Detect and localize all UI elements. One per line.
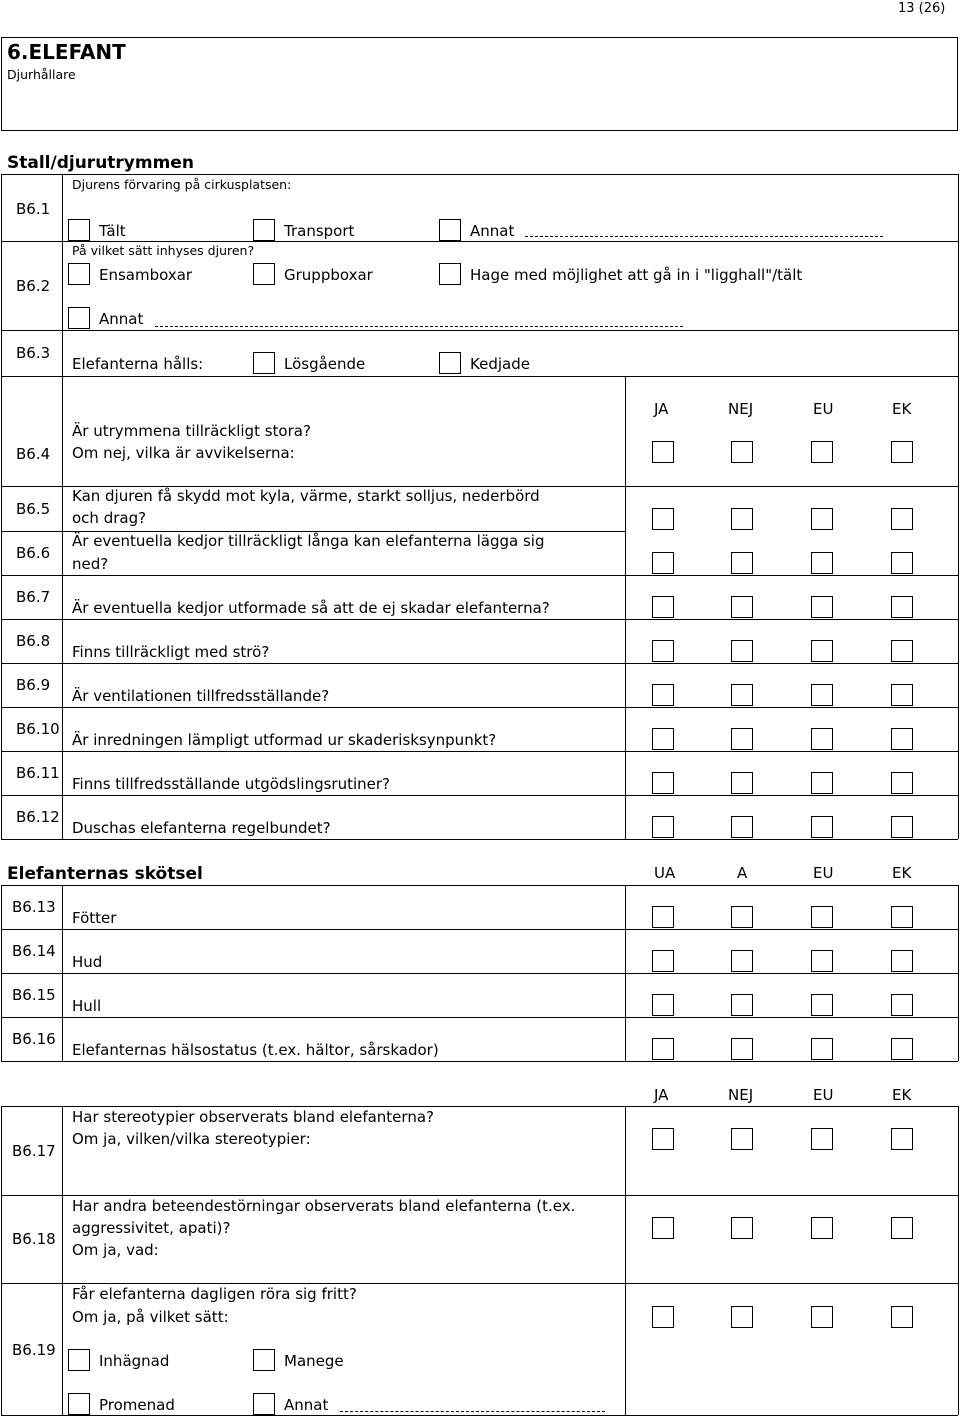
checkbox-eu[interactable]	[811, 640, 833, 662]
divider	[62, 174, 63, 839]
divider	[1, 575, 958, 576]
option-label: Annat	[284, 1396, 329, 1414]
checkbox-ek[interactable]	[891, 1306, 913, 1328]
care-heading: Elefanternas skötsel	[7, 864, 203, 884]
checkbox-nej[interactable]	[731, 596, 753, 618]
question-text: Om ja, vilken/vilka stereotypier:	[72, 1130, 311, 1148]
checkbox-nej[interactable]	[731, 552, 753, 574]
answer-header: NEJ	[728, 1086, 754, 1104]
checkbox-ja[interactable]	[652, 441, 674, 463]
divider	[1, 174, 2, 839]
checkbox-nej[interactable]	[731, 684, 753, 706]
stall-heading: Stall/djurutrymmen	[7, 153, 194, 173]
checkbox-ek[interactable]	[891, 906, 913, 928]
checkbox-ja[interactable]	[652, 816, 674, 838]
checkbox-eu[interactable]	[811, 508, 833, 530]
question-text: aggressivitet, apati)?	[72, 1219, 231, 1237]
divider	[1, 751, 958, 752]
checkbox-ek[interactable]	[891, 950, 913, 972]
text-field-line[interactable]	[340, 1411, 605, 1412]
checkbox-nej[interactable]	[731, 728, 753, 750]
checkbox-eu[interactable]	[811, 596, 833, 618]
row-code: B6.1	[16, 200, 51, 218]
option-label: Kedjade	[470, 355, 530, 373]
answer-header: EK	[892, 1086, 912, 1104]
checkbox-eu[interactable]	[811, 906, 833, 928]
question-text: Kan djuren få skydd mot kyla, värme, starkt solljus, nederbörd	[72, 487, 540, 505]
row-code: B6.8	[16, 632, 51, 650]
divider	[1, 885, 2, 1061]
answer-header: EU	[813, 400, 834, 418]
row-code: B6.7	[16, 588, 51, 606]
row-code: B6.16	[12, 1030, 56, 1048]
answer-header: EU	[813, 1086, 834, 1104]
checkbox-ek[interactable]	[891, 816, 913, 838]
checkbox[interactable]	[439, 352, 461, 374]
care-label: Hud	[72, 953, 103, 971]
row-code: B6.13	[12, 898, 56, 916]
question-text: ned?	[72, 555, 109, 573]
divider	[625, 376, 626, 839]
option-label: Manege	[284, 1352, 344, 1370]
checkbox-ja[interactable]	[652, 552, 674, 574]
owner-field[interactable]	[120, 66, 940, 124]
checkbox-ja[interactable]	[652, 1306, 674, 1328]
row-code: B6.12	[16, 808, 60, 826]
divider	[1, 929, 958, 930]
option-label: Hage med möjlighet att gå in i "ligghall"/tält	[470, 266, 803, 284]
checkbox-ua[interactable]	[652, 950, 674, 972]
checkbox[interactable]	[68, 307, 90, 329]
checkbox-nej[interactable]	[731, 772, 753, 794]
question-text: Är ventilationen tillfredsställande?	[72, 687, 330, 705]
divider	[958, 885, 959, 1061]
question-text: Om nej, vilka är avvikelserna:	[72, 444, 295, 462]
question-text: Djurens förvaring på cirkusplatsen:	[72, 177, 292, 192]
question-text: Är eventuella kedjor tillräckligt långa kan elefanterna lägga sig	[72, 532, 545, 550]
checkbox-nej[interactable]	[731, 1306, 753, 1328]
checkbox-ek[interactable]	[891, 994, 913, 1016]
checkbox-eu[interactable]	[811, 950, 833, 972]
checkbox-ja[interactable]	[652, 728, 674, 750]
option-label: Lösgående	[284, 355, 366, 373]
checkbox-a[interactable]	[731, 1038, 753, 1060]
answer-header: JA	[654, 1086, 669, 1104]
divider	[1, 663, 958, 664]
checkbox-eu[interactable]	[811, 816, 833, 838]
row-code: B6.3	[16, 344, 51, 362]
row-code: B6.11	[16, 764, 60, 782]
divider	[1, 619, 958, 620]
checkbox-nej[interactable]	[731, 640, 753, 662]
divider	[958, 174, 959, 839]
checkbox-ek[interactable]	[891, 441, 913, 463]
row-code: B6.19	[12, 1341, 56, 1359]
checkbox-ja[interactable]	[652, 684, 674, 706]
checkbox-a[interactable]	[731, 906, 753, 928]
question-text: Har stereotypier observerats bland elefanterna?	[72, 1108, 434, 1126]
row-code: B6.4	[16, 445, 51, 463]
question-text: Om ja, vad:	[72, 1241, 159, 1259]
row-code: B6.2	[16, 277, 51, 295]
checkbox[interactable]	[68, 263, 90, 285]
question-text: Duschas elefanterna regelbundet?	[72, 819, 331, 837]
checkbox-nej[interactable]	[731, 508, 753, 530]
checkbox-a[interactable]	[731, 950, 753, 972]
divider	[958, 1106, 959, 1415]
checkbox-ek[interactable]	[891, 1217, 913, 1239]
checkbox-nej[interactable]	[731, 1217, 753, 1239]
option-label: Promenad	[99, 1396, 175, 1414]
row-code: B6.10	[16, 720, 60, 738]
row-code: B6.9	[16, 676, 51, 694]
divider	[1, 376, 958, 377]
question-text: Är eventuella kedjor utformade så att de ej skadar elefanterna?	[72, 599, 550, 617]
question-text: Är utrymmena tillräckligt stora?	[72, 422, 311, 440]
divider	[1, 1415, 958, 1416]
checkbox-ek[interactable]	[891, 684, 913, 706]
page-number: 13 (26)	[898, 1, 946, 16]
checkbox-nej[interactable]	[731, 816, 753, 838]
checkbox[interactable]	[253, 1393, 275, 1415]
checkbox-eu[interactable]	[811, 684, 833, 706]
checkbox-eu[interactable]	[811, 1128, 833, 1150]
divider	[1, 174, 958, 175]
divider	[1, 1017, 958, 1018]
checkbox-ja[interactable]	[652, 596, 674, 618]
answer-header: A	[737, 864, 748, 882]
option-label: Tält	[99, 222, 126, 240]
checkbox-eu[interactable]	[811, 728, 833, 750]
checkbox-ek[interactable]	[891, 508, 913, 530]
checkbox-a[interactable]	[731, 994, 753, 1016]
checkbox-eu[interactable]	[811, 1217, 833, 1239]
divider	[1, 839, 958, 840]
checkbox-ua[interactable]	[652, 994, 674, 1016]
question-text: Är inredningen lämpligt utformad ur skaderisksynpunkt?	[72, 731, 497, 749]
answer-header: UA	[654, 864, 676, 882]
divider	[1, 1061, 958, 1062]
checkbox-ek[interactable]	[891, 596, 913, 618]
checkbox-ek[interactable]	[891, 772, 913, 794]
divider	[625, 1106, 626, 1415]
checkbox[interactable]	[439, 263, 461, 285]
care-label: Fötter	[72, 909, 117, 927]
divider	[1, 973, 958, 974]
divider	[1, 795, 958, 796]
question-text: Har andra beteendestörningar observerats bland elefanterna (t.ex.	[72, 1197, 576, 1215]
checkbox-nej[interactable]	[731, 441, 753, 463]
option-label: Inhägnad	[99, 1352, 170, 1370]
divider	[1, 1106, 2, 1415]
checkbox-eu[interactable]	[811, 552, 833, 574]
row-code: B6.18	[12, 1230, 56, 1248]
question-text: och drag?	[72, 509, 147, 527]
divider	[1, 330, 958, 331]
row-code: B6.6	[16, 544, 51, 562]
text-field-line[interactable]	[155, 326, 683, 327]
question-text: Elefanterna hålls:	[72, 355, 204, 373]
checkbox-ek[interactable]	[891, 640, 913, 662]
checkbox-ja[interactable]	[652, 1217, 674, 1239]
option-label: Annat	[470, 222, 515, 240]
checkbox-ek[interactable]	[891, 1038, 913, 1060]
checkbox[interactable]	[253, 219, 275, 241]
divider	[1, 1106, 958, 1107]
answer-header: EK	[892, 864, 912, 882]
checkbox[interactable]	[68, 219, 90, 241]
checkbox[interactable]	[68, 1349, 90, 1371]
checkbox-ua[interactable]	[652, 1038, 674, 1060]
checkbox[interactable]	[253, 263, 275, 285]
text-field-line[interactable]	[525, 236, 883, 237]
owner-label: Djurhållare	[7, 67, 76, 82]
option-label: Ensamboxar	[99, 266, 193, 284]
checkbox-eu[interactable]	[811, 1306, 833, 1328]
checkbox-ek[interactable]	[891, 1128, 913, 1150]
checkbox-ua[interactable]	[652, 906, 674, 928]
checkbox-ja[interactable]	[652, 508, 674, 530]
care-label: Hull	[72, 997, 102, 1015]
checkbox-eu[interactable]	[811, 994, 833, 1016]
divider	[62, 1106, 63, 1415]
checkbox-ek[interactable]	[891, 552, 913, 574]
divider	[62, 885, 63, 1061]
question-text: Får elefanterna dagligen röra sig fritt?	[72, 1285, 357, 1303]
divider	[1, 885, 958, 886]
checkbox-nej[interactable]	[731, 1128, 753, 1150]
question-text: Om ja, på vilket sätt:	[72, 1308, 229, 1326]
checkbox-eu[interactable]	[811, 441, 833, 463]
answer-header: JA	[654, 400, 669, 418]
answer-header: EK	[892, 400, 912, 418]
checkbox[interactable]	[253, 352, 275, 374]
option-label: Transport	[284, 222, 355, 240]
checkbox[interactable]	[68, 1393, 90, 1415]
answer-header: NEJ	[728, 400, 754, 418]
checkbox[interactable]	[439, 219, 461, 241]
row-code: B6.14	[12, 942, 56, 960]
divider	[1, 1283, 958, 1284]
checkbox-ek[interactable]	[891, 728, 913, 750]
checkbox-ja[interactable]	[652, 1128, 674, 1150]
checkbox-ja[interactable]	[652, 772, 674, 794]
row-code: B6.17	[12, 1142, 56, 1160]
section-title: 6.ELEFANT	[7, 40, 126, 64]
checkbox[interactable]	[253, 1349, 275, 1371]
answer-header: EU	[813, 864, 834, 882]
row-code: B6.15	[12, 986, 56, 1004]
divider	[1, 707, 958, 708]
option-label: Gruppboxar	[284, 266, 373, 284]
question-text: På vilket sätt inhyses djuren?	[72, 243, 255, 258]
checkbox-ja[interactable]	[652, 640, 674, 662]
checkbox-eu[interactable]	[811, 1038, 833, 1060]
option-label: Annat	[99, 310, 144, 328]
divider	[1, 1195, 958, 1196]
row-code: B6.5	[16, 500, 51, 518]
checkbox-eu[interactable]	[811, 772, 833, 794]
question-text: Finns tillräckligt med strö?	[72, 643, 270, 661]
care-label: Elefanternas hälsostatus (t.ex. hältor, sårskador)	[72, 1041, 439, 1059]
question-text: Finns tillfredsställande utgödslingsrutiner?	[72, 775, 390, 793]
divider	[625, 885, 626, 1061]
